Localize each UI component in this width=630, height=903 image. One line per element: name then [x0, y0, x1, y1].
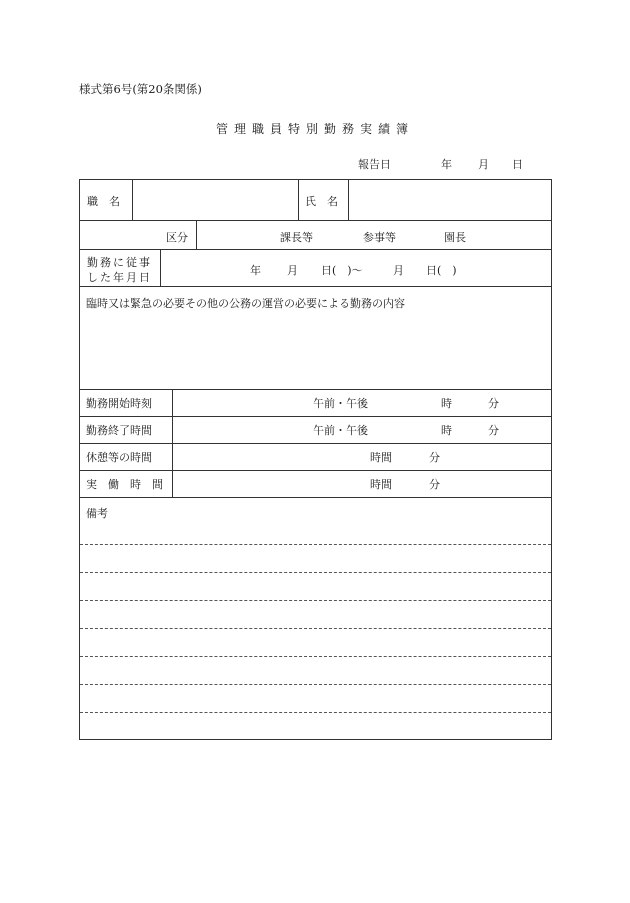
actual-minute-label: 分 — [429, 478, 440, 491]
report-day-label: 日 — [512, 158, 523, 171]
start-time-label: 勤務開始時刻 — [86, 397, 152, 410]
col-divider — [298, 180, 299, 220]
remarks-line — [80, 544, 551, 545]
row-divider — [80, 286, 551, 287]
break-hours-label: 時間 — [370, 451, 392, 464]
work-date-label-line2: した年月日 — [87, 271, 152, 284]
work-day2-label: 日( ) — [426, 264, 457, 277]
row-divider — [80, 470, 551, 471]
actual-hours-unit: 時間 — [370, 478, 392, 491]
remarks-line — [80, 684, 551, 685]
form-number: 様式第6号(第20条関係) — [79, 82, 202, 96]
break-time-label: 休憩等の時間 — [86, 451, 152, 464]
col-divider — [348, 180, 349, 220]
remarks-line — [80, 656, 551, 657]
category-option-councilor: 参事等 — [363, 231, 396, 244]
report-date-label: 報告日 — [358, 158, 391, 171]
row-divider — [80, 497, 551, 498]
end-minute-label: 分 — [488, 424, 499, 437]
row-divider — [80, 220, 551, 221]
document-title: 管理職員特別勤務実績簿 — [215, 122, 414, 136]
position-label: 職 名 — [87, 195, 120, 208]
report-year-label: 年 — [441, 158, 452, 171]
work-month1-label: 月 — [287, 264, 298, 277]
end-ampm: 午前・午後 — [313, 424, 368, 437]
category-label: 区分 — [166, 231, 188, 244]
col-divider — [172, 389, 173, 497]
work-record-form — [79, 179, 552, 740]
category-option-director: 園長 — [444, 231, 466, 244]
remarks-line — [80, 600, 551, 601]
row-divider — [80, 416, 551, 417]
remarks-line — [80, 628, 551, 629]
start-hour-label: 時 — [441, 397, 452, 410]
report-date — [358, 156, 528, 170]
remarks-line — [80, 572, 551, 573]
break-minute-label: 分 — [429, 451, 440, 464]
report-month-label: 月 — [478, 158, 489, 171]
work-date-label-line1: 勤務に従事 — [87, 256, 152, 269]
actual-hours-label: 実 働 時 間 — [86, 478, 163, 491]
start-ampm: 午前・午後 — [313, 397, 368, 410]
category-option-section-chief: 課長等 — [280, 231, 313, 244]
remarks-label: 備考 — [86, 507, 108, 520]
name-label: 氏 名 — [305, 195, 338, 208]
row-divider — [80, 443, 551, 444]
end-hour-label: 時 — [441, 424, 452, 437]
remarks-line — [80, 712, 551, 713]
work-year-label: 年 — [250, 264, 261, 277]
end-time-label: 勤務終了時間 — [86, 424, 152, 437]
row-divider — [80, 389, 551, 390]
col-divider — [196, 220, 197, 249]
work-month2-label: 月 — [393, 264, 404, 277]
work-day1-label: 日( )〜 — [321, 264, 363, 277]
col-divider — [160, 249, 161, 286]
work-reason-label: 臨時又は緊急の必要その他の公務の運営の必要による勤務の内容 — [86, 297, 405, 310]
row-divider — [80, 249, 551, 250]
col-divider — [132, 180, 133, 220]
start-minute-label: 分 — [488, 397, 499, 410]
